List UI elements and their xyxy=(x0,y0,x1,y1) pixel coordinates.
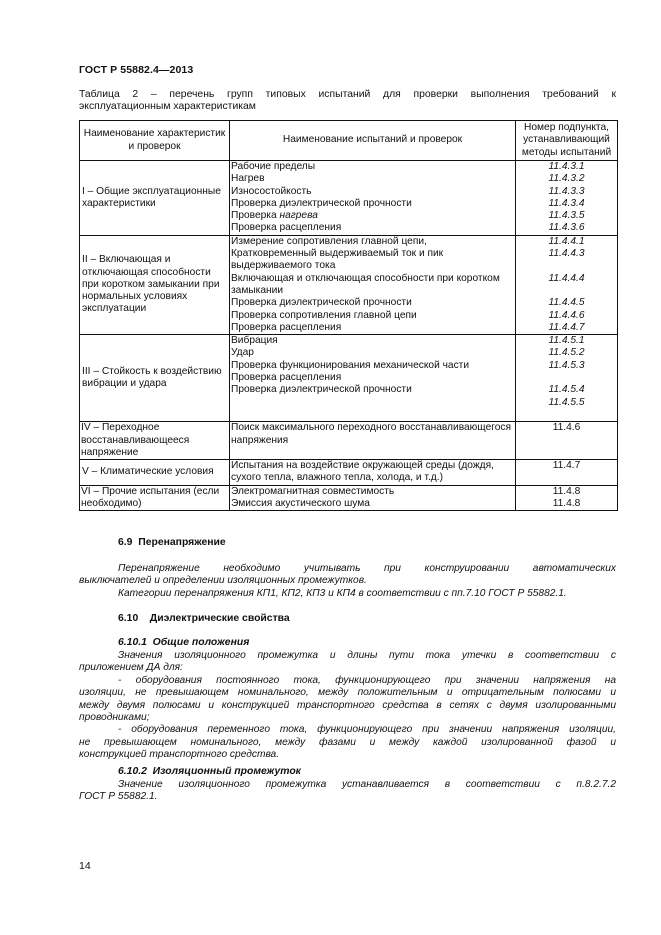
table-row xyxy=(80,422,618,460)
group-name-1: I – Общие эксплуатационные характеристики xyxy=(80,161,230,236)
group-numbers-1 xyxy=(516,161,618,236)
subsection-title: Изоляционный промежуток xyxy=(152,766,301,777)
method-number: 11.4.3.2 xyxy=(548,173,585,185)
group-tests-5 xyxy=(230,460,516,486)
table-row xyxy=(80,485,618,511)
spacer xyxy=(231,409,514,421)
section-6-9-paragraph xyxy=(79,563,616,600)
test-item: Испытания на воздействие окружающей среды (дождя, сухого тепла, влажного тепла, холода, и т.д.) xyxy=(231,460,494,484)
subsection-6-10-2-body xyxy=(79,779,616,804)
test-item xyxy=(231,210,514,222)
method-number: 11.4.8 xyxy=(552,485,581,497)
table-header-row xyxy=(80,121,618,161)
paragraph-line: ГОСТ Р 55882.1. xyxy=(79,791,158,803)
document-header: ГОСТ Р 55882.4—2013 xyxy=(79,64,194,76)
method-number: 11.4.3.4 xyxy=(548,197,585,209)
method-number: 11.4.4.1 xyxy=(548,235,585,247)
method-number: 11.4.3.3 xyxy=(548,185,585,197)
group-name-4: IV – Переходное восстанавливающееся напряжение xyxy=(80,422,230,460)
group-name-5: V – Климатические условия xyxy=(80,460,230,486)
test-item: Проверка расцепления xyxy=(231,372,342,384)
header-tests: Наименование испытаний и проверок xyxy=(230,121,516,161)
test-item: Измерение сопротивления главной цепи, xyxy=(231,235,427,247)
test-item: Проверка сопротивления главной цепи xyxy=(231,309,417,321)
group-tests-3 xyxy=(230,335,516,422)
paragraph-line: не превышающем номинального, между фазами и между каждой изолированной фазой и xyxy=(79,736,616,748)
method-number: 11.4.3.5 xyxy=(548,210,585,222)
test-groups-table xyxy=(79,120,618,511)
test-item: Износостойкость xyxy=(231,185,312,197)
section-title: Диэлектрические свойства xyxy=(149,613,290,624)
test-item: Проверка диэлектрической прочности xyxy=(231,197,412,209)
paragraph-line: - оборудования постоянного тока, функционирующего при значении напряжения на xyxy=(118,674,616,686)
paragraph-line: выключателей и определении изоляционных промежутков. xyxy=(79,575,367,587)
method-number: 11.4.5.3 xyxy=(548,359,585,371)
test-item: Проверка функционирования механической части xyxy=(231,359,470,371)
method-number: 11.4.5.4 xyxy=(548,384,585,396)
paragraph-line: Перенапряжение необходимо учитывать при конструировании автоматических xyxy=(118,563,616,574)
test-item: Удар xyxy=(231,347,254,359)
group-name-2: II – Включающая и отключающая способности при коротком замыкании при нормальных условиях эксплуатации xyxy=(80,235,230,334)
test-item: Проверка диэлектрической прочности xyxy=(231,297,412,309)
header-method-number: Номер подпункта, устанавливающий методы испытаний xyxy=(516,121,618,161)
paragraph-line: приложением ДА для: xyxy=(79,662,183,674)
group-name-3: III – Стойкость к воздействию вибрации и удара xyxy=(80,335,230,422)
test-item: Рабочие пределы xyxy=(231,161,316,172)
subsection-6-10-1-heading xyxy=(118,637,249,648)
spacer xyxy=(231,397,514,409)
group-numbers-3 xyxy=(516,335,618,422)
test-item-prefix: Проверка xyxy=(231,210,280,222)
test-item: Вибрация xyxy=(231,335,278,347)
paragraph-line: Категории перенапряжения КП1, КП2, КП3 и КП4 в соответствии с пп.7.10 ГОСТ Р 55882.1. xyxy=(118,587,567,599)
test-item: Нагрев xyxy=(231,173,265,185)
section-title: Перенапряжение xyxy=(138,537,226,548)
method-number: 11.4.3.6 xyxy=(548,222,585,234)
header-characteristics: Наименование характеристик и проверок xyxy=(80,121,230,161)
method-number: 11.4.4.6 xyxy=(548,309,585,321)
spacer xyxy=(518,372,615,384)
method-number: 11.4.4.3 xyxy=(548,248,585,260)
method-number: 11.4.3.1 xyxy=(548,161,585,172)
test-item: Кратковременный выдерживаемый ток и пик выдерживаемого тока xyxy=(231,248,444,272)
test-item: Эмиссия акустического шума xyxy=(231,498,370,510)
test-item: Проверка расцепления xyxy=(231,222,342,234)
method-number: 11.4.8 xyxy=(552,498,581,510)
method-number: 11.4.5.5 xyxy=(548,396,585,408)
spacer xyxy=(518,285,615,297)
spacer xyxy=(518,260,615,272)
method-number: 11.4.4.7 xyxy=(548,321,585,333)
table-caption-line-1: Таблица 2 – перечень групп типовых испытаний для проверки выполнения требований к xyxy=(79,89,616,100)
section-number: 6.10 xyxy=(118,613,139,624)
test-item: Включающая и отключающая способности при коротком замыкании xyxy=(231,272,500,296)
test-item: Электромагнитная совместимость xyxy=(231,485,395,497)
subsection-number: 6.10.2 xyxy=(118,766,147,777)
method-number: 11.4.5.1 xyxy=(548,335,585,347)
method-number: 11.4.4.4 xyxy=(548,272,585,284)
table-row xyxy=(80,161,618,236)
paragraph-line: - оборудования переменного тока, функционирующего при значении напряжения изоляции, xyxy=(118,724,616,736)
group-name-6: VI – Прочие испытания (если необходимо) xyxy=(80,485,230,511)
table-caption xyxy=(79,89,616,114)
paragraph-line: проводниками; xyxy=(79,712,150,724)
group-numbers-4 xyxy=(516,422,618,460)
section-6-9-heading xyxy=(118,537,226,548)
method-number: 11.4.4.5 xyxy=(548,297,585,309)
paragraph-line: Значение изоляционного промежутка устанавливается в соответствии с п.8.2.7.2 xyxy=(118,779,616,790)
table-row xyxy=(80,335,618,422)
paragraph-line: между двумя полюсами и конструкцией транспортного средства в сетях с двумя изолированными xyxy=(79,699,616,711)
test-item-italic: нагрева xyxy=(279,210,318,222)
table-row xyxy=(80,460,618,486)
group-numbers-2 xyxy=(516,235,618,334)
subsection-title: Общие положения xyxy=(152,637,250,648)
test-item: Проверка диэлектрической прочности xyxy=(231,384,412,396)
table-caption-line-2: эксплуатационным характеристикам xyxy=(79,101,256,113)
table-row xyxy=(80,235,618,334)
method-number: 11.4.6 xyxy=(552,422,581,434)
page-number: 14 xyxy=(79,860,91,872)
subsection-6-10-1-body xyxy=(79,650,616,762)
section-number: 6.9 xyxy=(118,537,133,548)
method-number: 11.4.7 xyxy=(552,460,581,472)
paragraph-line: конструкцией транспортного средства. xyxy=(79,749,280,761)
group-numbers-6 xyxy=(516,485,618,511)
group-tests-4 xyxy=(230,422,516,460)
group-numbers-5 xyxy=(516,460,618,486)
group-tests-1 xyxy=(230,161,516,236)
group-tests-6 xyxy=(230,485,516,511)
test-item: Проверка расцепления xyxy=(231,321,342,333)
section-6-10-heading xyxy=(118,613,290,624)
method-number: 11.4.5.2 xyxy=(548,347,585,359)
test-item: Поиск максимального переходного восстанавливающегося напряжения xyxy=(231,422,511,446)
paragraph-line: Значения изоляционного промежутка и длины пути тока утечки в соответствии с xyxy=(118,650,616,661)
paragraph-line: изоляции, не превышающем номинального, между положительным и отрицательным полюсами и xyxy=(79,687,616,699)
group-tests-2 xyxy=(230,235,516,334)
subsection-number: 6.10.1 xyxy=(118,637,147,648)
subsection-6-10-2-heading xyxy=(118,766,301,777)
